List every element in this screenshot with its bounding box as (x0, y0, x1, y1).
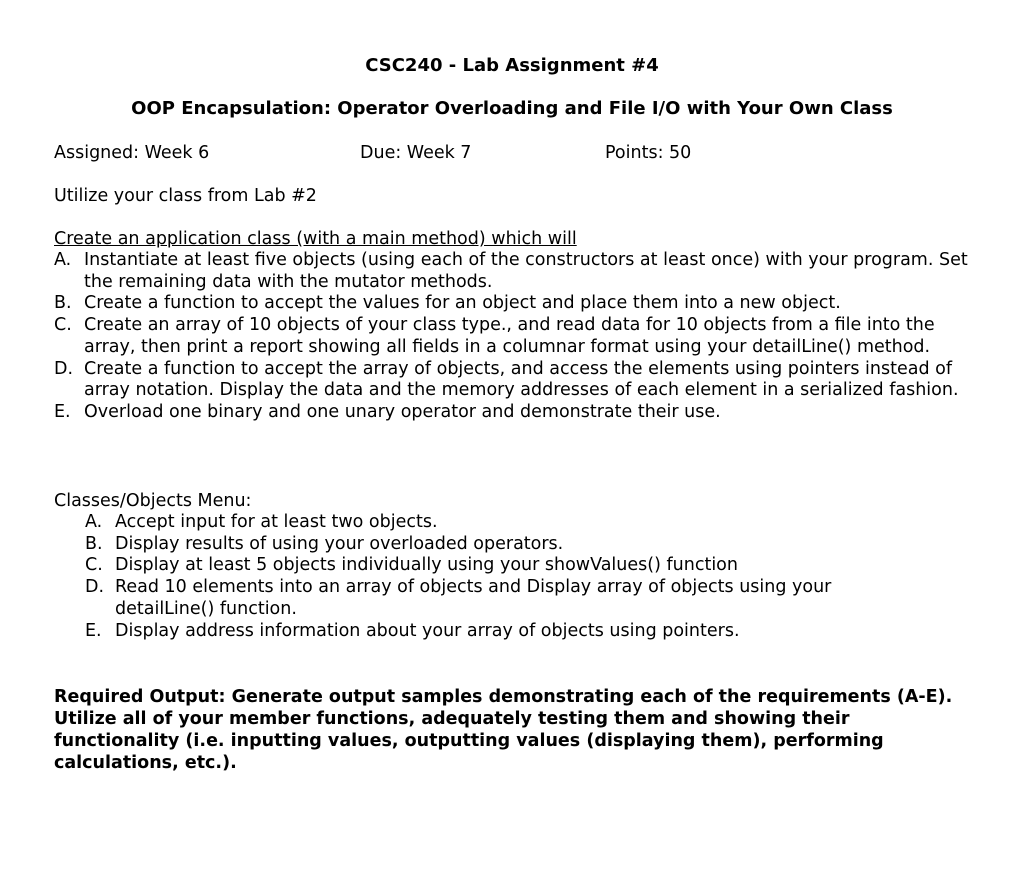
page-title: CSC240 - Lab Assignment #4 (365, 55, 659, 76)
list-item (85, 534, 915, 556)
assigned-week: Assigned: Week 6 (54, 143, 210, 163)
points-value: Points: 50 (605, 143, 692, 163)
item-text: Accept input for at least two objects. (115, 512, 438, 532)
item-letter: E. (85, 620, 102, 641)
requirements-heading: Create an application class (with a main method) which will (54, 229, 577, 249)
intro-text: Utilize your class from Lab #2 (54, 186, 317, 206)
item-letter: D. (85, 577, 105, 598)
list-item (54, 402, 974, 424)
required-output-text: Required Output: Generate output samples demonstrating each of the requirements (A-E). Utilize all of your member functions, adequately testing them and showing their functionality (i.e. inputting values, outputting values (displaying them), performing calculations, etc.). (54, 687, 953, 773)
item-letter: B. (85, 533, 103, 554)
item-text: Display results of using your overloaded operators. (115, 533, 564, 554)
item-text: Create an array of 10 objects of your class type., and read data for 10 objects from a file into the array, then print a report showing all fields in a columnar format using your detailLine() method. (84, 315, 935, 357)
menu-list (85, 512, 915, 642)
item-text: Create a function to accept the values for an object and place them into a new object. (84, 293, 841, 314)
item-text: Instantiate at least five objects (using each of the constructors at least once) with your program. Set the remaining data with the mutator methods. (84, 250, 968, 292)
item-text: Create a function to accept the array of objects, and access the elements using pointers instead of array notation. Display the data and the memory addresses of each element in a serialized fashion. (84, 358, 959, 401)
item-letter: A. (54, 250, 72, 270)
item-letter: C. (54, 315, 72, 336)
list-item (85, 555, 915, 577)
item-letter: A. (85, 512, 103, 532)
item-text: Display at least 5 objects individually using your showValues() function (115, 555, 738, 576)
item-letter: C. (85, 555, 103, 576)
list-item (85, 577, 915, 620)
due-week: Due: Week 7 (360, 143, 472, 163)
list-item (85, 512, 915, 534)
item-letter: B. (54, 293, 72, 314)
list-item (54, 359, 974, 402)
menu-heading: Classes/Objects Menu: (54, 491, 252, 511)
page-subtitle: OOP Encapsulation: Operator Overloading and File I/O with Your Own Class (131, 98, 893, 119)
assignment-meta (54, 141, 974, 165)
list-item (85, 621, 915, 643)
item-letter: D. (54, 358, 74, 379)
list-item (54, 293, 974, 315)
list-item (54, 250, 974, 293)
requirements-list (54, 250, 974, 424)
item-text: Read 10 elements into an array of objects and Display array of objects using your detailLine() function. (115, 577, 832, 619)
item-letter: E. (54, 401, 71, 422)
item-text: Display address information about your array of objects using pointers. (115, 620, 740, 641)
list-item (54, 315, 974, 358)
item-text: Overload one binary and one unary operator and demonstrate their use. (84, 401, 721, 422)
